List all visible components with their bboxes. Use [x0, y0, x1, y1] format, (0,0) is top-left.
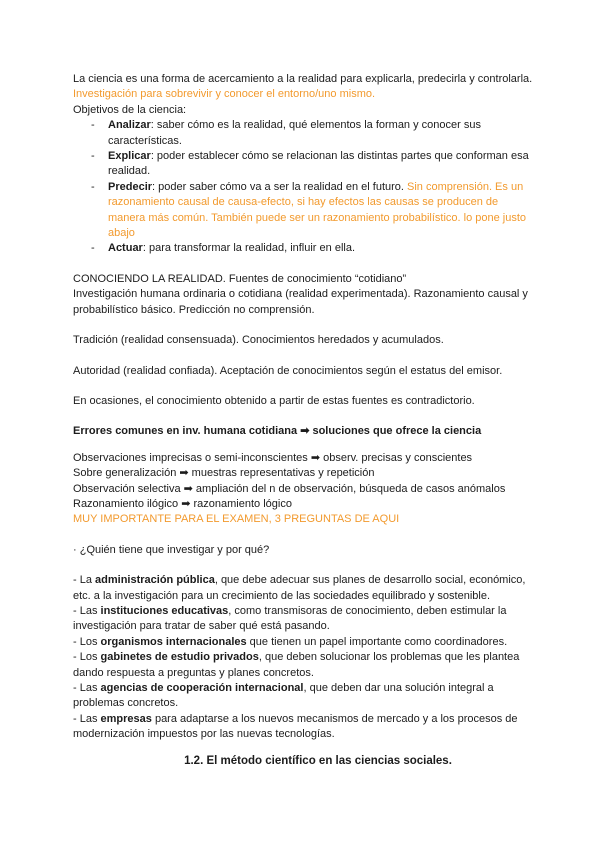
exam-note: MUY IMPORTANTE PARA EL EXAMEN, 3 PREGUNTAS DE AQUI	[73, 513, 400, 526]
section-title: 1.2. El método científico en las ciencias sociales.	[184, 754, 452, 767]
authority-paragraph: Autoridad (realidad confiada). Aceptación de conocimientos según el estatus del emisor.	[73, 364, 503, 377]
objective-item-actuar	[73, 241, 533, 256]
who-item-pre: - La	[73, 574, 96, 587]
objectives-list	[73, 118, 533, 257]
who-item-pre: - Los	[73, 651, 101, 664]
spacer	[73, 318, 533, 333]
objective-term: Predecir	[108, 180, 153, 193]
error-line: Observación selectiva ➡ ampliación del n de observación, búsqueda de casos anómalos	[73, 482, 506, 495]
objective-term: Analizar	[108, 119, 151, 132]
objective-item-explicar	[73, 149, 533, 180]
who-item-bold: instituciones educativas	[100, 604, 229, 617]
spacer	[73, 440, 533, 451]
objective-text: : poder establecer cómo se relacionan las distintas partes que conforman esa realidad.	[108, 150, 529, 178]
contradictory-paragraph: En ocasiones, el conocimiento obtenido a partir de estas fuentes es contradictorio.	[73, 394, 475, 407]
who-item	[73, 712, 533, 743]
spacer	[73, 743, 533, 754]
who-item	[73, 650, 533, 681]
error-line: Sobre generalización ➡ muestras representativas y repetición	[73, 467, 375, 480]
who-item	[73, 573, 533, 604]
who-item-pre: - Las	[73, 712, 101, 725]
who-item-post: , que debe adecuar sus planes de desarrollo social, económico, etc. a la investigación para un crecimiento de las sociedades equilibrado y sostenible.	[73, 574, 526, 602]
who-item-post: que tienen un papel importante como coordinadores.	[246, 635, 508, 648]
objective-term: Actuar	[108, 242, 143, 255]
objective-text: : saber cómo es la realidad, qué elementos la forman y conocer sus características.	[108, 119, 481, 147]
who-item-pre: - Las	[73, 682, 101, 694]
objective-text: : para transformar la realidad, influir en ella.	[142, 242, 356, 255]
spacer	[73, 409, 533, 424]
spacer	[73, 349, 533, 364]
errors-heading: Errores comunes en inv. humana cotidiana ➡ soluciones que ofrece la ciencia	[73, 425, 482, 438]
who-item	[73, 635, 533, 650]
who-item	[73, 681, 533, 712]
error-line: Razonamiento ilógico ➡ razonamiento lógico	[73, 497, 292, 510]
who-item-pre: - Los	[73, 635, 101, 648]
list-dash: -	[91, 119, 95, 132]
who-item-bold: gabinetes de estudio privados	[100, 651, 259, 664]
list-dash: -	[91, 150, 95, 163]
error-line: Observaciones imprecisas o semi-inconscientes ➡ observ. precisas y conscientes	[73, 451, 473, 464]
who-item-post: , como transmisoras de conocimiento, deben estimular la investigación para tratar de saber qué está pasando.	[73, 604, 507, 633]
who-question: · ¿Quién tiene que investigar y por qué?	[73, 543, 270, 556]
knowing-body: Investigación humana ordinaria o cotidiana (realidad experimentada). Razonamiento causal y probabilístico básico. Predicción no comprensión.	[73, 288, 528, 316]
objectives-label: Objetivos de la ciencia:	[73, 103, 187, 116]
who-item-pre: - Las	[73, 604, 101, 617]
document-page	[73, 72, 533, 769]
spacer	[73, 257, 533, 272]
list-dash: -	[91, 242, 95, 255]
objective-term: Explicar	[108, 150, 151, 163]
objective-item-analizar	[73, 118, 533, 149]
knowing-title: CONOCIENDO LA REALIDAD. Fuentes de conocimiento “cotidiano”	[73, 272, 407, 285]
who-item	[73, 604, 533, 635]
who-item-bold: administración pública	[95, 574, 215, 587]
objective-orange-note: Sin comprensión. Es un razonamiento causal de causa-efecto, si hay efectos las causas se producen de manera más común. También puede ser un razonamiento probabilístico. lo pone justo abajo	[108, 180, 527, 240]
who-item-bold: empresas	[100, 712, 152, 725]
spacer	[73, 379, 533, 394]
who-item-post: , que deben dar una solución integral a problemas concretos.	[73, 682, 494, 710]
list-dash: -	[91, 180, 95, 193]
intro-paragraph: La ciencia es una forma de acercamiento a la realidad para explicarla, predecirla y controlarla.	[73, 73, 533, 85]
intro-orange-note: Investigación para sobrevivir y conocer el entorno/uno mismo.	[73, 88, 376, 101]
who-item-post: para adaptarse a los nuevos mecanismos de mercado y a los procesos de modernización impuestos por las nuevas tecnologías.	[73, 712, 518, 741]
tradition-paragraph: Tradición (realidad consensuada). Conocimientos heredados y acumulados.	[73, 334, 444, 347]
objective-text: : poder saber cómo va a ser la realidad en el futuro.	[152, 180, 408, 193]
who-item-bold: organismos internacionales	[100, 635, 247, 648]
who-item-post: , que deben solucionar los problemas que les plantea dando respuesta a preguntas y planes concretos.	[73, 651, 520, 679]
spacer	[73, 528, 533, 543]
who-item-bold: agencias de cooperación internacional	[100, 682, 304, 694]
objective-item-predecir	[73, 180, 533, 242]
spacer	[73, 558, 533, 573]
